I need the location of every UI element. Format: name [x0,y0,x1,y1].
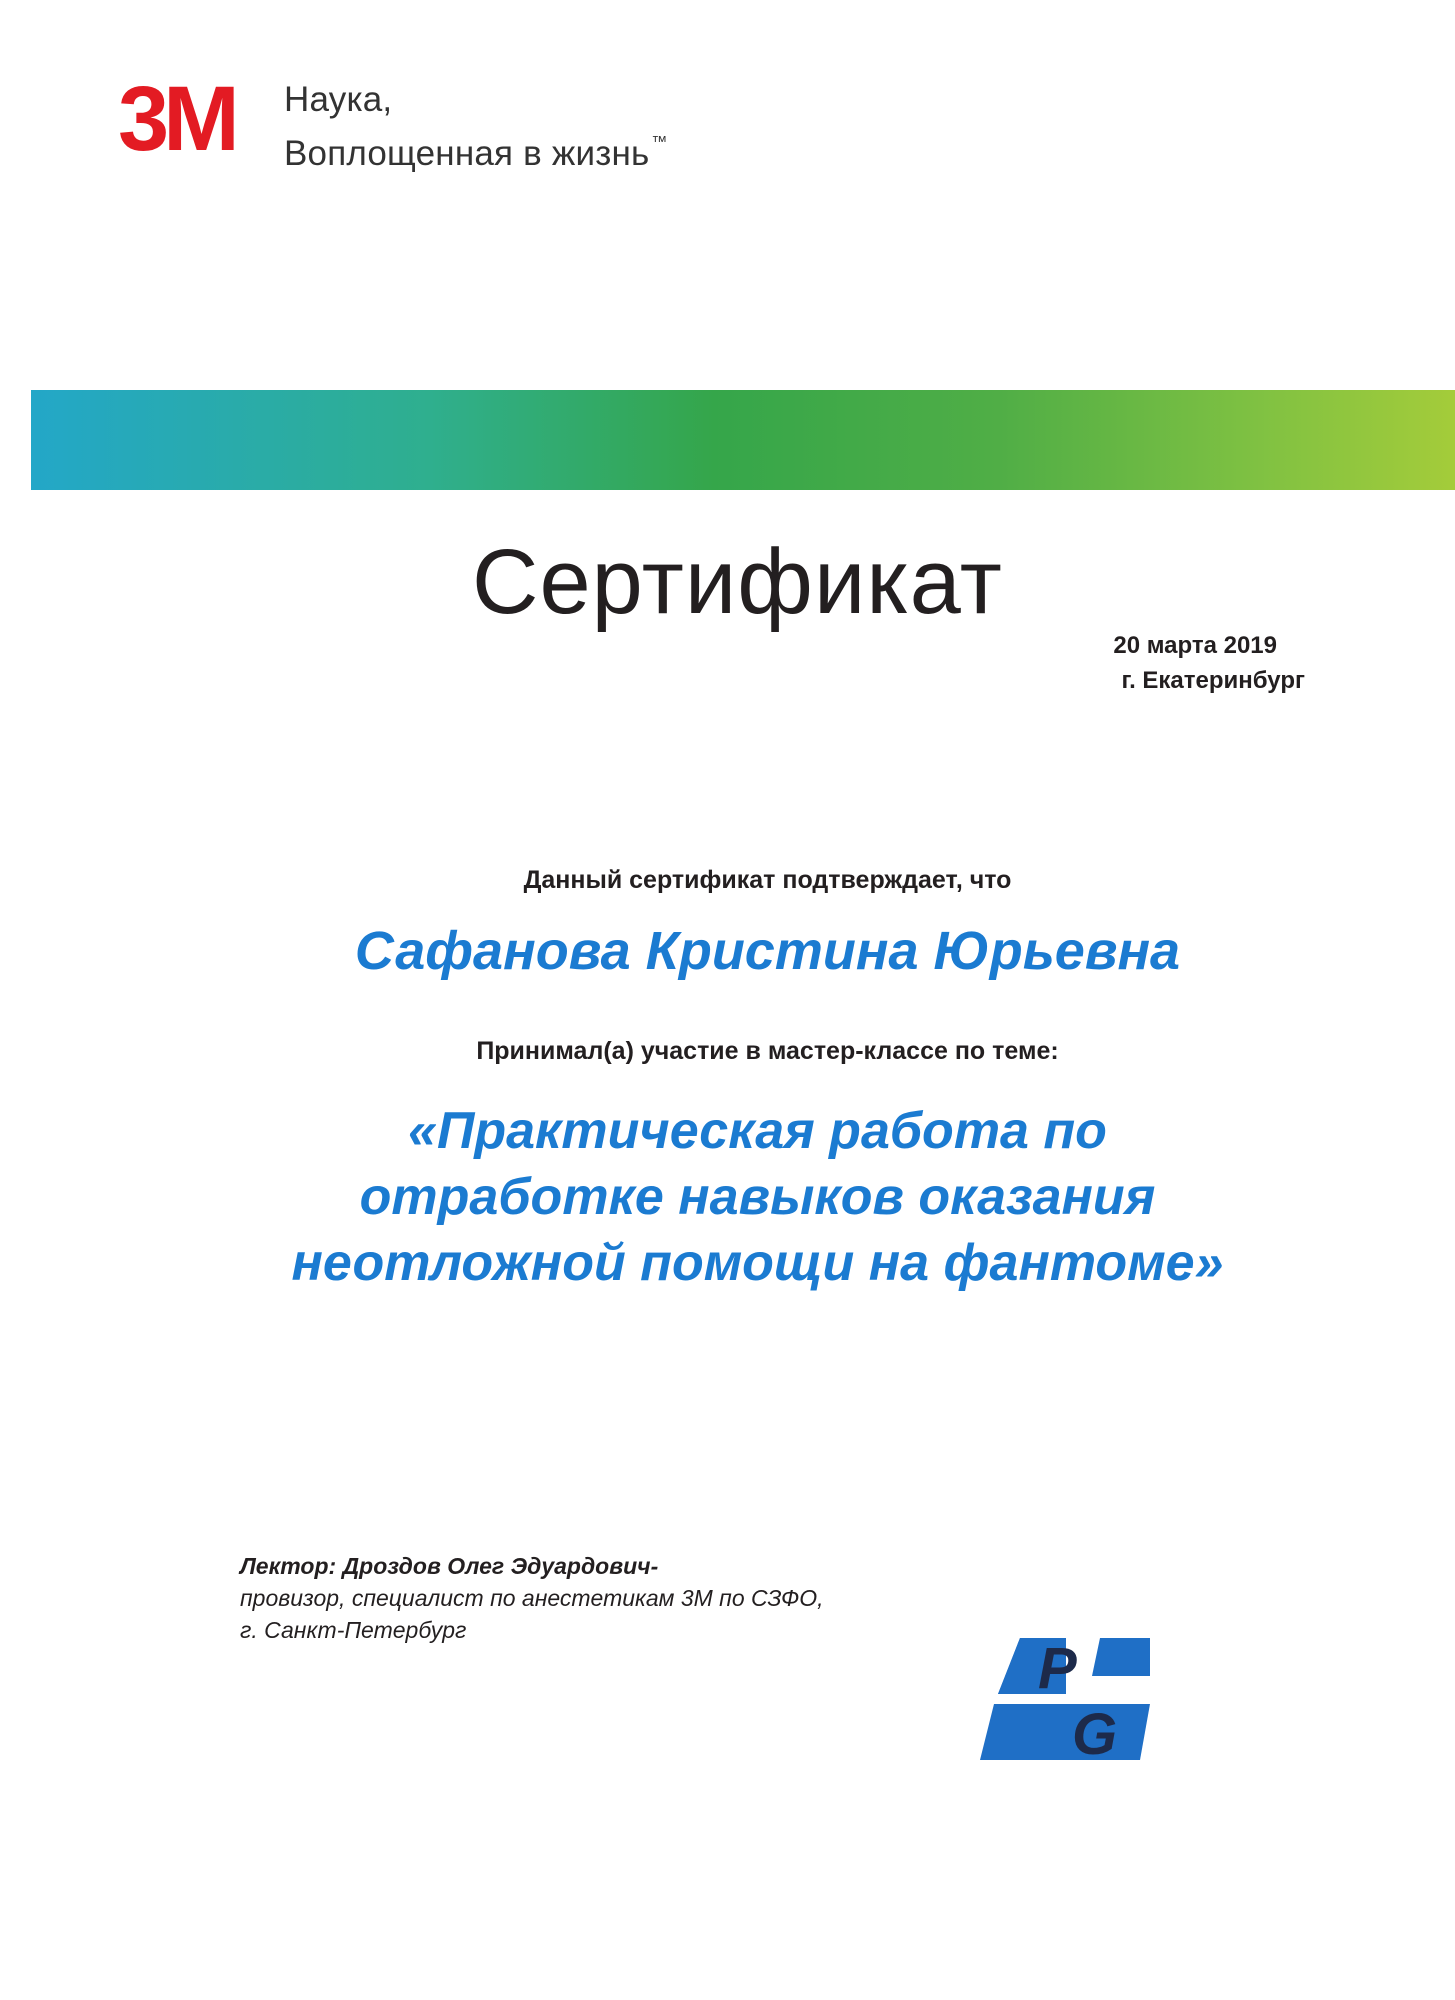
issue-date: 20 марта 2019 [1113,632,1277,659]
topic-line-3: неотложной помощи на фантоме» [291,1234,1224,1292]
3m-logo [118,78,266,156]
tagline-line-1: Наука, [284,80,393,119]
recipient-name: Сафанова Кристина Юрьевна [354,921,1181,981]
pg-logo-letter-g: G [1072,1702,1118,1760]
participation-text: Принимал(а) участие в мастер-классе по теме: [476,1037,1059,1065]
confirms-text: Данный сертификат подтверждает, что [523,866,1012,894]
pg-logo-right-top-shape [1092,1638,1150,1676]
lecturer-name: Лектор: Дроздов Олег Эдуардович- [240,1553,659,1579]
lecturer-block [240,1550,824,1646]
trademark-mark: ™ [651,134,668,151]
certificate-title: Сертификат [472,531,1003,633]
lecturer-city: г. Санкт-Петербург [240,1617,467,1643]
pg-logo [980,1638,1150,1760]
gradient-band [31,390,1455,490]
tagline-line-2 [284,121,668,175]
date-place-block [1113,628,1305,698]
pg-logo-bottom-left-shape [980,1704,1066,1760]
brand-tagline [284,78,668,175]
topic-line-2: отработке навыков оказания [359,1168,1156,1226]
topic-line-1: «Практическая работа по [408,1102,1107,1160]
3m-logo-text: 3M [118,78,234,156]
tagline-line-2-text: Воплощенная в жизнь [284,134,650,173]
issue-city: г. Екатеринбург [1121,667,1305,694]
pg-logo-letter-p: P [1038,1638,1077,1701]
masterclass-topic [0,1098,1455,1296]
lecturer-position: провизор, специалист по анестетикам 3М по СЗФО, [240,1585,824,1611]
